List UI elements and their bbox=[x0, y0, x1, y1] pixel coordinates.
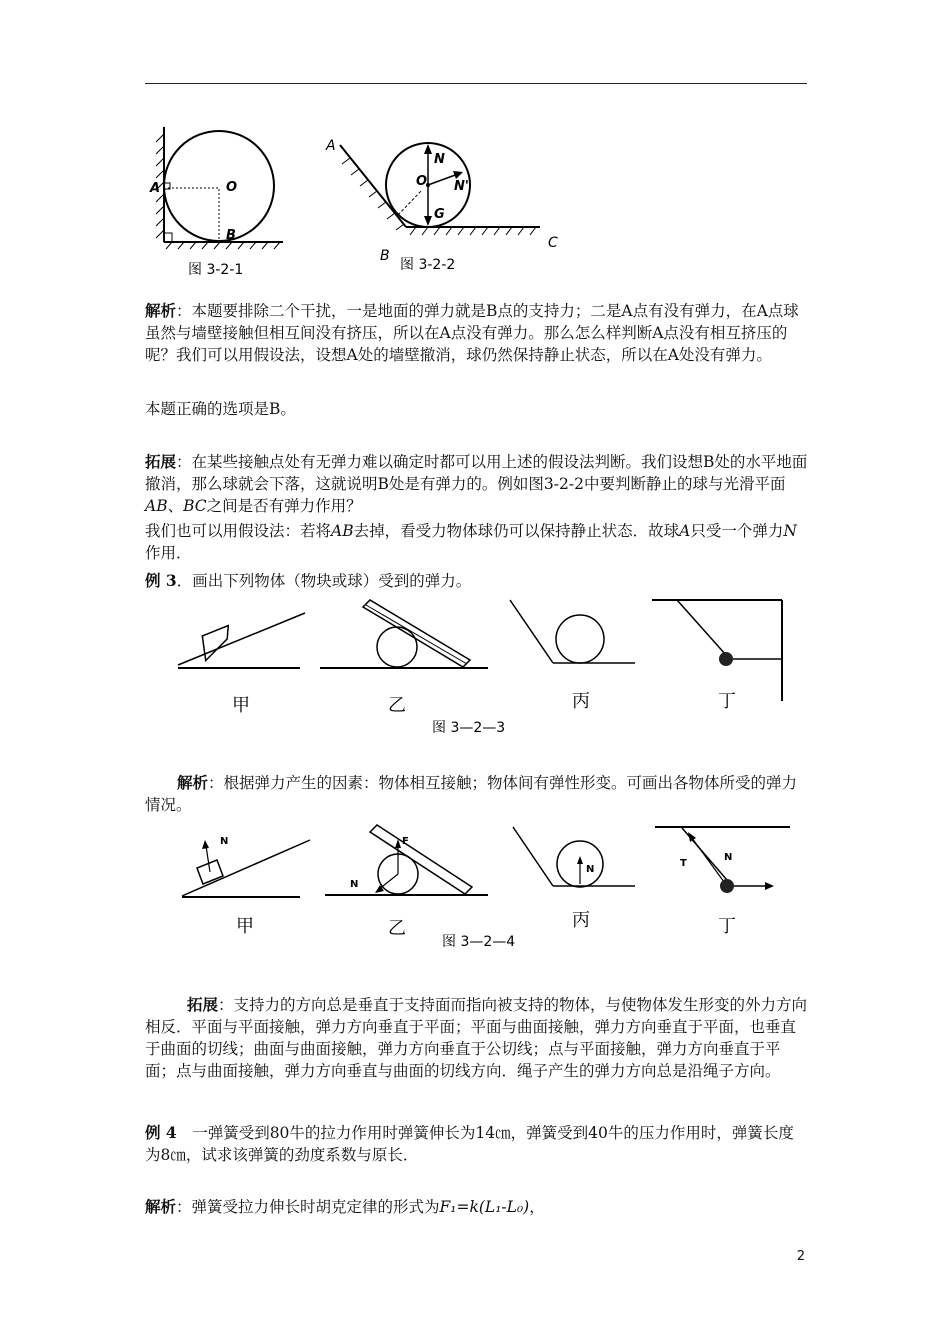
force-t-ding: T bbox=[680, 858, 687, 869]
separator: 、 bbox=[167, 497, 184, 515]
example-text: 一弹簧受到80牛的拉力作用时弹簧伸长为14㎝，弹簧受到40牛的压力作用时，弹簧长度为8㎝，试求该弹簧的劲度系数与原长． bbox=[145, 1124, 794, 1164]
label-c: C bbox=[548, 235, 558, 251]
figure-3-2-2 bbox=[318, 130, 568, 275]
extension-text-4: 去掉，看受力物体球仍可以保持静止状态．故球 bbox=[353, 522, 680, 540]
plane-bc: BC bbox=[183, 497, 207, 515]
example-4 bbox=[145, 1122, 809, 1166]
ball-a: A bbox=[679, 522, 691, 540]
extension-paragraph-3 bbox=[145, 994, 809, 1082]
extension-text-1: ：在某些接触点处有无弹力难以确定时都可以用上述的假设法判断。我们设想B处的水平地面撤消，那么球就会下落，这就说明B处是有弹力的。例如图3-2-2中要判断静止的球与光滑平面 bbox=[145, 453, 808, 493]
analysis-tail: ， bbox=[529, 1198, 545, 1216]
answer-text: 本题正确的选项是B。 bbox=[145, 400, 296, 418]
label-ding: 丁 bbox=[718, 691, 736, 712]
analysis-text: ：弹簧受拉力伸长时胡克定律的形式为 bbox=[176, 1198, 440, 1216]
label-a: A bbox=[326, 138, 336, 154]
label-bing: 丙 bbox=[572, 691, 590, 712]
figure-3-2-4 bbox=[170, 822, 790, 954]
answer-line bbox=[145, 398, 809, 420]
extension-text-6: 作用． bbox=[145, 544, 192, 562]
label-n-prime: N' bbox=[454, 179, 469, 194]
figure-caption: 图 3—2—4 bbox=[442, 934, 516, 950]
extension-heading: 拓展 bbox=[145, 452, 177, 471]
analysis-heading: 解析 bbox=[177, 773, 209, 792]
example-text: ．画出下列物体（物块或球）受到的弹力。 bbox=[176, 572, 472, 590]
extension-paragraph-2 bbox=[145, 520, 809, 564]
label-g: G bbox=[434, 207, 445, 222]
analysis-heading: 解析 bbox=[145, 1197, 177, 1216]
header-rule bbox=[145, 83, 807, 84]
label-jia: 甲 bbox=[236, 916, 254, 937]
force-n-jia: N bbox=[220, 836, 229, 847]
example-heading: 例 4 bbox=[145, 1123, 177, 1142]
extension-text-5: 只受一个弹力 bbox=[690, 522, 784, 540]
label-yi: 乙 bbox=[388, 695, 406, 716]
example-heading: 例 3 bbox=[145, 571, 177, 590]
label-a: A bbox=[150, 181, 161, 196]
page-number: 2 bbox=[796, 1249, 805, 1264]
force-n-bing: N bbox=[586, 864, 595, 875]
figure-3-2-1 bbox=[148, 122, 288, 282]
figure-caption: 图 3—2—3 bbox=[432, 720, 506, 736]
extension-text-2: 之间是否有弹力作用？ bbox=[206, 497, 362, 515]
hooke-formula: F₁=k(L₁-L₀) bbox=[439, 1198, 530, 1216]
label-o: O bbox=[226, 180, 238, 195]
force-n-ding: N bbox=[724, 852, 733, 863]
force-n-yi: N bbox=[350, 879, 359, 890]
figure-3-2-3 bbox=[170, 595, 790, 745]
label-yi: 乙 bbox=[388, 918, 406, 939]
analysis-paragraph-1 bbox=[145, 300, 809, 366]
label-o: O bbox=[416, 174, 428, 189]
label-jia: 甲 bbox=[232, 695, 250, 716]
label-b: B bbox=[380, 248, 390, 264]
analysis-text: ：本题要排除二个干扰，一是地面的弹力就是B点的支持力；二是A点有没有弹力，在A点球虽然与墙壁接触但相互间没有挤压，所以在A点没有弹力。那么怎么样判断A点没有相互挤压的呢？我们可以用假设法，设想A处的墙壁撤消，球仍然保持静止状态，所以在A处没有弹力。 bbox=[145, 302, 799, 364]
analysis-paragraph-2 bbox=[145, 772, 809, 816]
extension-text: ：支持力的方向总是垂直于支持面而指向被支持的物体，与使物体发生形变的外力方向相反．平面与平面接触，弹力方向垂直于平面；平面与曲面接触，弹力方向垂直于平面，也垂直于曲面的切线；曲面与曲面接触，弹力方向垂直于公切线；点与平面接触，弹力方向垂直于平面；点与曲面接触，弹力方向垂直与曲面的切线方向．绳子产生的弹力方向总是沿绳子方向。 bbox=[145, 996, 808, 1080]
plane-ab: AB bbox=[145, 497, 168, 515]
figure-caption: 图 3-2-1 bbox=[188, 262, 244, 278]
label-n: N bbox=[434, 152, 445, 167]
label-bing: 丙 bbox=[572, 910, 590, 931]
analysis-text: ：根据弹力产生的因素：物体相互接触；物体间有弹性形变。可画出各物体所受的弹力情况。 bbox=[145, 774, 798, 814]
extension-heading: 拓展 bbox=[187, 995, 219, 1014]
force-n: N bbox=[783, 522, 797, 540]
analysis-heading: 解析 bbox=[145, 301, 177, 320]
example-3 bbox=[145, 570, 809, 592]
label-ding: 丁 bbox=[718, 916, 736, 937]
label-b: B bbox=[226, 228, 236, 243]
plane-ab-2: AB bbox=[331, 522, 354, 540]
extension-paragraph-1 bbox=[145, 451, 809, 517]
force-f-yi: F bbox=[402, 836, 409, 847]
figure-caption: 图 3-2-2 bbox=[400, 257, 456, 273]
analysis-paragraph-3 bbox=[145, 1196, 809, 1218]
extension-text-3: 我们也可以用假设法：若将 bbox=[145, 522, 332, 540]
